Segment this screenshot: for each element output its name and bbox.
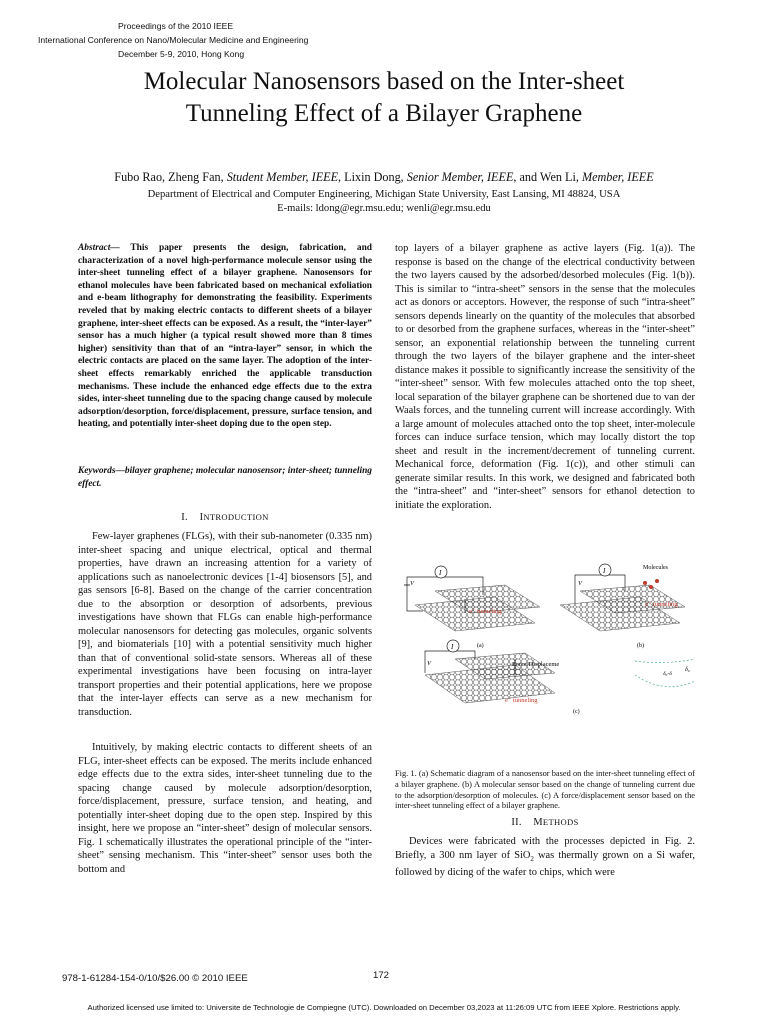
conference-header-3 <box>118 47 244 61</box>
panel-c-i-label: I <box>451 643 454 651</box>
section-2-number: II. <box>511 817 522 828</box>
methods-subscript: 2 <box>530 854 534 863</box>
figure-1-caption <box>395 769 695 812</box>
panel-c-v-label: V <box>427 660 431 667</box>
molecule-3 <box>655 579 659 583</box>
intro-p1-text: Few-layer graphenes (FLGs), with their sub-nanometer (0.335 nm) inter-sheet spacing and unique electrical, optical and thermal properties, have drawn an increasing attention for a variety of applications such as nanoelectronic devices [1-4] biosensors [5], and gas sensors [6-8]. Based on the change of the carrier concentration due to the absorption or desorption of adsorbents, previous investigations have shown that FLGs can enable high-performance molecular nanosensors for detecting gas molecules, organic solvents [9], and biomaterials [10] with a potential sensitivity much higher than that of conventional solid-state sensors. Whereas all of these experimental investigations have been focusing on intra-layer transport properties and their potential applications, here we propose that the inter-layer effects can serve as a new mechanism for transduction. <box>78 531 372 718</box>
abstract-dash: — <box>110 243 131 253</box>
panel-c-caption-letter: (c) <box>573 709 580 715</box>
paper-title <box>0 66 768 130</box>
author-role-1: Student Member, IEEE <box>226 170 339 184</box>
panel-c-delta0-label: δ₀ <box>685 667 690 673</box>
panel-a-tunneling-label: e⁻ tunneling <box>469 608 502 615</box>
panel-c-delta-label: δ₀-δ <box>663 671 672 677</box>
panel-c-force-label: Force/Displaceme <box>512 661 560 668</box>
header-line-1: Proceedings of the 2010 IEEE <box>118 21 234 31</box>
section-2-heading <box>395 817 695 828</box>
header-line-3: December 5-9, 2010, Hong Kong <box>118 49 245 59</box>
panel-b-tunneling-label: e⁻ tunneling <box>645 601 678 608</box>
section-1-title-first: I <box>199 512 204 523</box>
section-1-heading <box>78 512 372 523</box>
emails: E-mails: ldong@egr.msu.edu; wenli@egr.msu.edu <box>277 203 491 214</box>
right-p1-text: top layers of a bilayer graphene as active layers (Fig. 1(a)). The response is based on the change of the electrical conductivity between the two layers caused by the adsorbed/desorbed molecules (Fig. 1(b)). This is similar to “intra-sheet” sensors in the sense that the molecules act as donors or acceptors. However, the response of such “intra-sheet” sensors depends linearly on the quantity of the molecules that absorbed to or desorbed from the graphene surfaces, whereas in the “inter-sheet” sensor, an exponential relationship between the tunneling current through the two layers of the bilayer graphene and the inter-sheet distance makes it possible to significantly increase the sensitivity of the “inter-sheet” sensor. With few molecules attached onto the top sheet, local separation of the bilayer graphene can be shortened due to van der Waals forces, and the tunneling current will increase accordingly. With a large amount of molecules attached onto the top sheet, inter-molecule forces can induce surface tension, which may locally distort the top sheet and result in the increment/decrement of tunneling current. Mechanical force, deformation (Fig. 1(c)), and other stimuli can generate similar results. In this work, we designed and fabricated both the “intra-sheet” and “inter-sheet” sensors for ethanol detection to initiate the exploration. <box>395 243 695 511</box>
keywords-text: Keywords—bilayer graphene; molecular nanosensor; inter-sheet; tunneling effect. <box>78 466 372 489</box>
abstract-text: This paper presents the design, fabrication, and characterization of a novel high-performance molecule sensor using the inter-sheet tunneling effect of a bilayer graphene. Nanosensors for ethanol molecules have been fabricated based on mechanical exfoliation and e-beam lithography for demonstrating the feasibility. Experiments reveled that by making electric contacts to different sheets of a bilayer graphene, inter-sheet effects can be exposed. As a result, the “inter-layer” sensor has a much higher (a typical result showed more than 8 times higher) sensitivity than that of an “intra-layer” sensor, in which the electric contacts are placed on the same layer. The adoption of the inter-sheet effects remarkably enriched the applicable transduction mechanisms. These include the enhanced edge effects due to the extra sides, inter-sheet tunneling due to the spacing change caused by molecule adsorption/desorption, force/displacement, pressure, surface tension, and heating, and potentially inter-sheet doping due to the open step. <box>78 243 372 430</box>
methods-text-a: Devices were fabricated with the processes depicted in Fig. 2. Briefly, a 300 nm layer of SiO <box>395 836 695 861</box>
conference-header-2 <box>38 33 308 47</box>
section-1-number: I. <box>181 512 188 523</box>
intro-paragraph-1 <box>78 530 372 719</box>
panel-a-v-label: V <box>410 580 414 587</box>
panel-b <box>560 564 685 649</box>
license-notice: Authorized licensed use limited to: Universite de Technologie de Compiegne (UTC). Downloaded on December 03,2023 at 11:26:09 UTC from IEEE Xplore. Restrictions apply. <box>87 1003 681 1012</box>
panel-c-deflection-curve-top <box>635 659 695 663</box>
panel-b-i-label: I <box>603 567 606 575</box>
molecule-2 <box>649 585 653 589</box>
author-names-2: , Lixin Dong, <box>338 170 407 184</box>
abstract-label: Abstract <box>78 243 111 253</box>
panel-b-v-label: V <box>578 580 582 587</box>
section-2-title-first: M <box>533 817 543 828</box>
molecule-1 <box>643 581 647 585</box>
author-list <box>0 170 768 185</box>
affiliation <box>0 188 768 216</box>
figure-caption-text: Fig. 1. (a) Schematic diagram of a nanosensor based on the inter-sheet tunneling effect of a bilayer graphene. (b) A molecular sensor based on the change of tunneling current due to the adsorption/desorption of molecules. (c) A force/displacement sensor based on the inter-sheet tunneling effect of a bilayer graphene. <box>395 769 695 811</box>
panel-b-molecules-label: Molecules <box>643 565 668 571</box>
keywords <box>78 465 372 490</box>
title-line-1: Molecular Nanosensors based on the Inter-sheet <box>143 68 625 95</box>
department: Department of Electrical and Computer Engineering, Michigan State University, East Lansing, MI 48824, USA <box>147 189 621 200</box>
conference-header <box>118 19 233 33</box>
title-line-2: Tunneling Effect of a Bilayer Graphene <box>185 100 583 127</box>
intro-paragraph-2 <box>78 741 372 876</box>
panel-b-caption-letter: (b) <box>637 643 644 649</box>
right-column-paragraph <box>395 242 695 512</box>
panel-a <box>404 566 540 649</box>
panel-a-caption-letter: (a) <box>477 643 484 649</box>
intro-p2-text: Intuitively, by making electric contacts to different sheets of an FLG, inter-sheet effects can be exposed. The merits include enhanced edge effects due to the extra sides, inter-sheet tunneling due to the spacing change caused by molecule adsorption/desorption, force/displacement, pressure, surface tension, and heating, and potentially inter-sheet doping due to the open step. Inspired by this insight, here we propose an “inter-sheet” design of molecular sensors. Fig. 1 schematically illustrates the operational principle of the “inter-sheet” sensing mechanism. This “inter-sheet” sensor uses both the bottom and <box>78 742 372 875</box>
panel-a-i-label: I <box>439 569 442 577</box>
methods-text-b: was thermally grown on a Si wafer, followed by dicing of the wafer to chips, which were <box>395 849 695 879</box>
abstract <box>78 242 372 431</box>
section-1-title-rest: NTRODUCTION <box>203 512 269 522</box>
author-role-3: Member, IEEE <box>581 170 654 184</box>
author-role-2: Senior Member, IEEE, <box>406 170 517 184</box>
panel-c <box>425 640 695 715</box>
header-line-2: International Conference on Nano/Molecular Medicine and Engineering <box>38 35 309 45</box>
figure-1-schematic <box>395 555 695 750</box>
author-names-1: Fubo Rao, Zheng Fan, <box>114 170 227 184</box>
isbn-footer: 978-1-61284-154-0/10/$26.00 © 2010 IEEE <box>62 973 248 984</box>
methods-paragraph-1 <box>395 835 695 880</box>
page-number: 172 <box>373 970 390 981</box>
panel-c-tunneling-label: e⁻ tunneling <box>505 697 538 704</box>
section-2-title-rest: ETHODS <box>542 817 579 827</box>
author-names-3: and Wen Li, <box>516 170 582 184</box>
